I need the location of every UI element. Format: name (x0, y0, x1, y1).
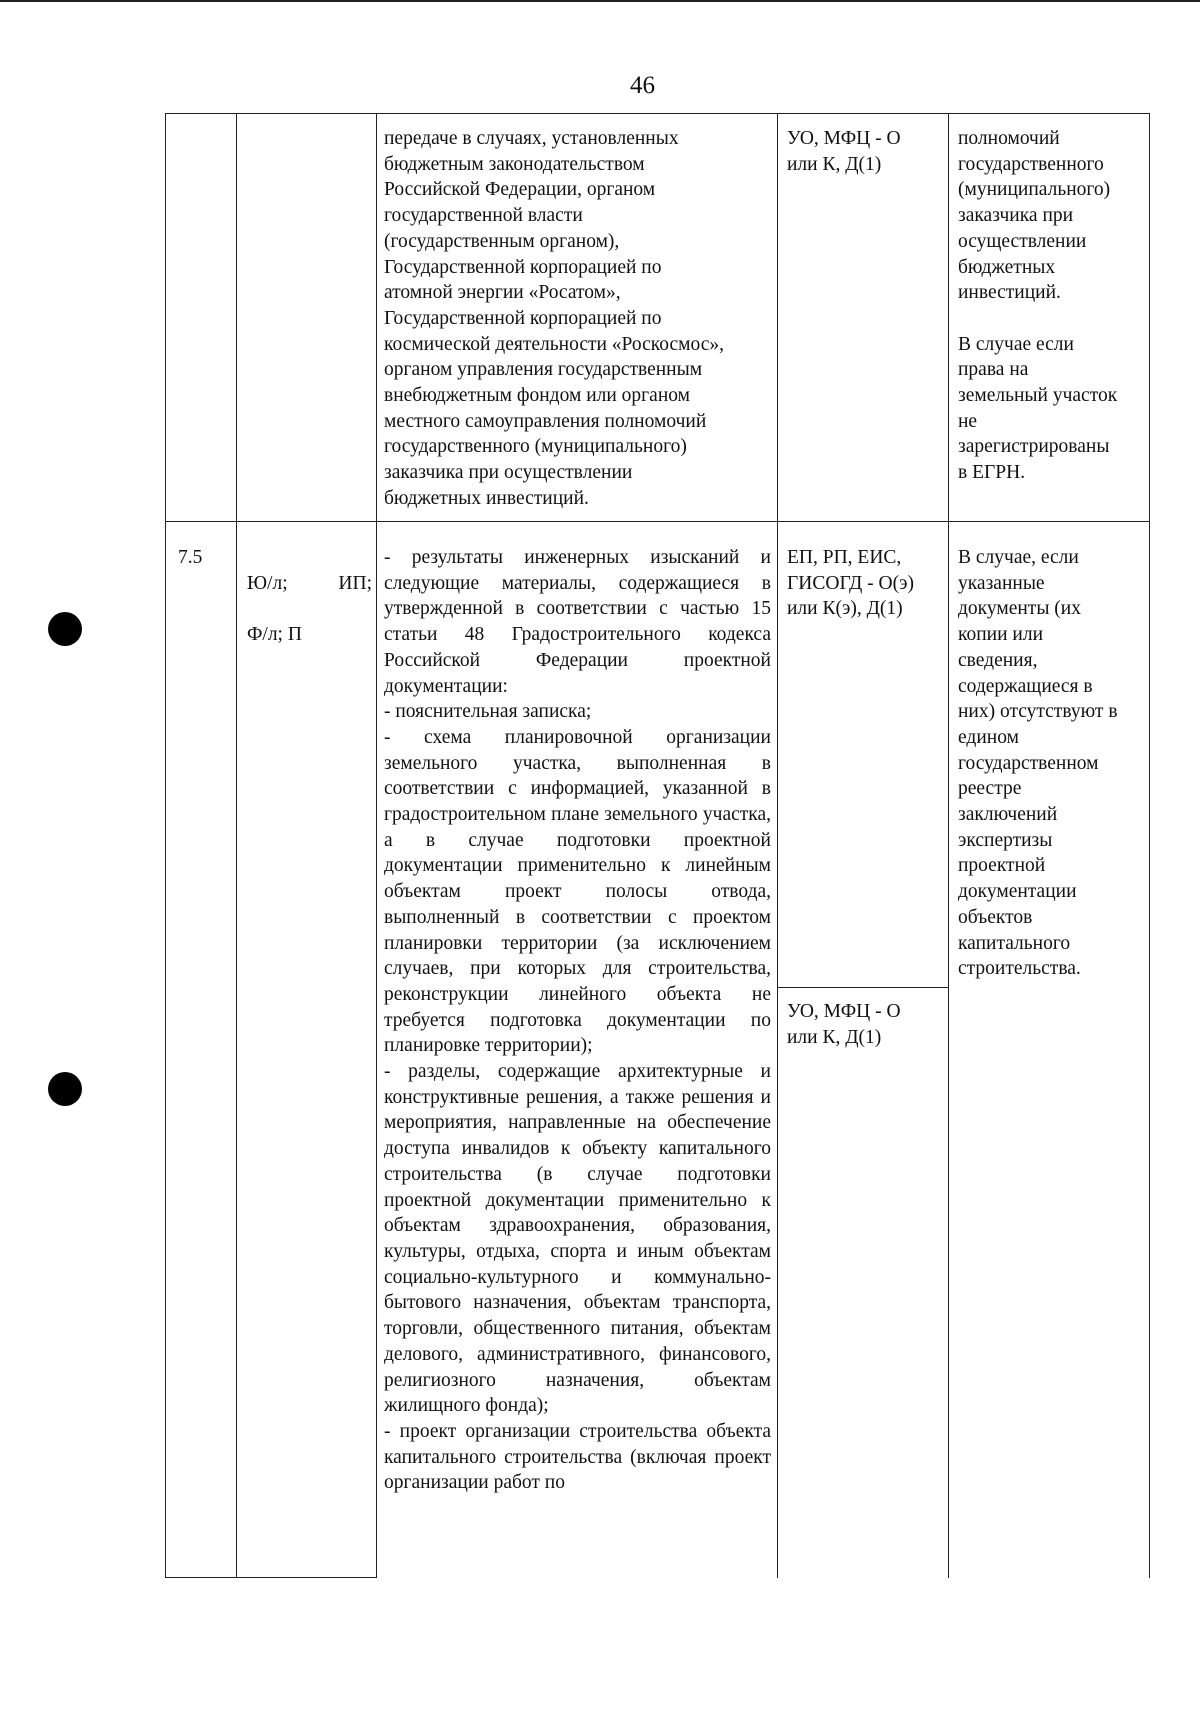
cell-condition (949, 522, 1150, 1578)
table-row (165, 522, 1150, 1578)
cell-condition (949, 113, 1150, 522)
documents-text: - результаты инженерных изысканий и следующие материалы, содержащиеся в утвержденной в соответствии с частью 15 статьи 48 Градостроительного кодекса Российской Федерации проектной документации: - пояснительная записка; - схема планировочной организации земельного участка, выполненная в соответствии с информацией, указанной в градостроительном плане земельного участка, а в случае подготовки проектной документации применительно к линейным объектам проект полосы отвода, выполненный в соответствии с проектом планировки территории (за исключением случаев, при которых для строительства, реконструкции линейного объекта не требуется подготовка документации по планировке территории); - разделы, содержащие архитектурные и конструктивные решения, а также решения и мероприятия, направленные на обеспечение доступа инвалидов к объекту капитального строительства (в случае подготовки проектной документации применительно к объектам здравоохранения, образования, культуры, отдыха, спорта и иным объектам социально-культурного и коммунально-бытового назначения, объектам транспорта, торговли, общественного питания, объектам делового, административного, финансового, религиозного назначения, объектам жилищного фонда); - проект организации строительства объекта капитального строительства (включая проект организации работ по (384, 547, 771, 1494)
scan-top-edge (0, 0, 1200, 2)
page-number: 46 (630, 72, 655, 99)
applicant-text (237, 522, 376, 674)
applicant-legal-entity: Ю/л; (247, 572, 288, 594)
table-row (165, 113, 1150, 522)
cell-documents (377, 522, 778, 1578)
binder-hole (48, 612, 82, 646)
method-text: УО, МФЦ - О или К, Д(1) (787, 128, 901, 175)
condition-text: полномочий государственного (муниципального) заказчика при осуществлении бюджетных инвестиций. В случае если права на земельный участок не зарегистрированы в ЕГРН. (958, 128, 1118, 484)
applicant-entrepreneur: ИП; (338, 572, 372, 594)
cell-applicant (237, 522, 377, 1578)
applicant-individual: Ф/л; П (247, 624, 302, 646)
cell-number (165, 522, 237, 1578)
binder-hole (48, 1072, 82, 1106)
row-number: 7.5 (178, 547, 203, 568)
cell-number (165, 113, 237, 522)
method-text-paper: УО, МФЦ - О или К, Д(1) (787, 1001, 901, 1048)
document-table (165, 113, 1150, 1578)
cell-method (778, 113, 949, 522)
documents-text: передаче в случаях, установленных бюджетным законодательством Российской Федерации, органом государственной власти (государственным органом), Государственной корпорацией по атомной энергии «Росатом», Государственной корпорацией по космической деятельности «Роскосмос», органом управления государственным внебюджетным фондом или органом местного самоуправления полномочий государственного (муниципального) заказчика при осуществлении бюджетных инвестиций. (384, 128, 725, 509)
cell-applicant (237, 113, 377, 522)
method-text-electronic: ЕП, РП, ЕИС, ГИСОГД - О(э) или К(э), Д(1) (787, 547, 914, 620)
condition-text: В случае, если указанные документы (их копии или сведения, содержащиеся в них) отсутствуют в едином государственном реестре заключений экспертизы проектной документации объектов капитального строительства. (958, 547, 1118, 980)
cell-method (778, 522, 949, 1578)
cell-documents (377, 113, 778, 522)
cell-divider (778, 987, 948, 988)
